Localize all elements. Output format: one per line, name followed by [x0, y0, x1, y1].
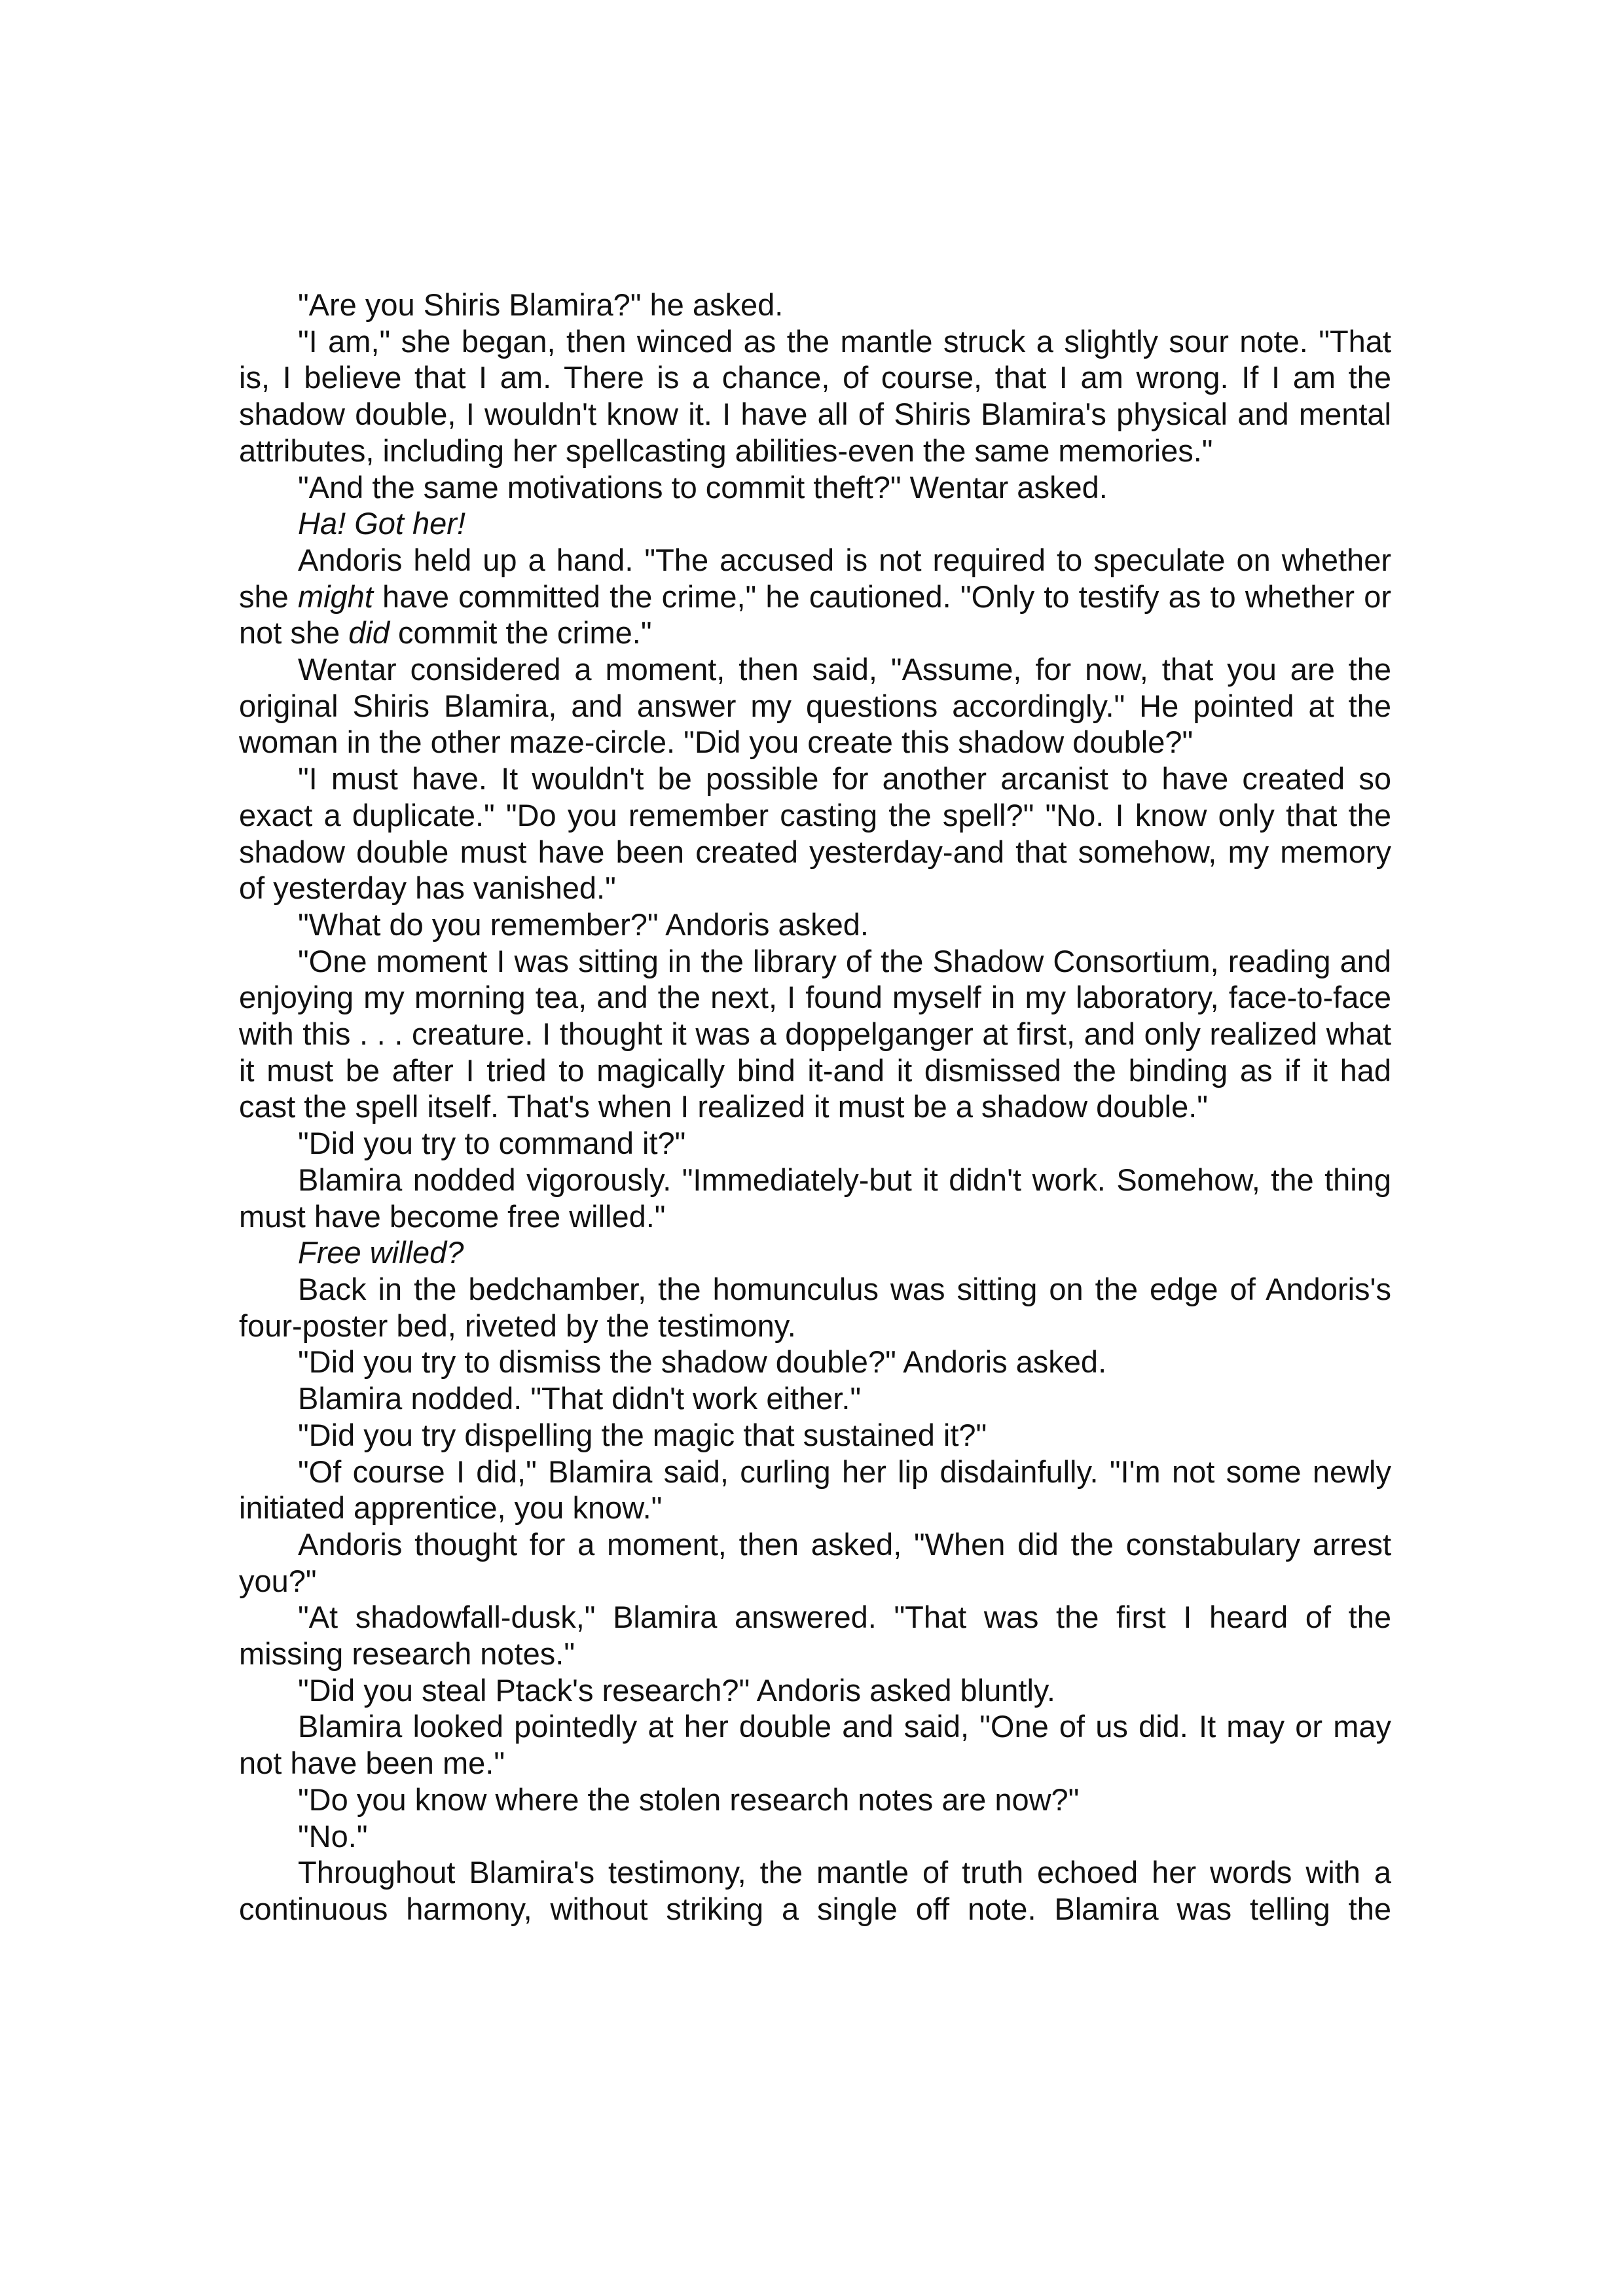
paragraph-text: Andoris thought for a moment, then asked, "When did the constabulary arrest you?"	[239, 1526, 1391, 1598]
paragraph-text: Andoris held up a hand. "The accused is not required to speculate on whether she	[239, 542, 1391, 614]
paragraph-text: "Did you try to command it?"	[298, 1126, 686, 1161]
paragraph-text: Back in the bedchamber, the homunculus was sitting on the edge of Andoris's four-poster bed, riveted by the testimony.	[239, 1271, 1391, 1343]
paragraph	[239, 1672, 1391, 1709]
italic-text: did	[348, 615, 390, 651]
paragraph-text: "Did you try to dismiss the shadow double?" Andoris asked.	[298, 1344, 1107, 1380]
paragraph	[239, 469, 1391, 506]
paragraph	[239, 1708, 1391, 1781]
paragraph-text: "Are you Shiris Blamira?" he asked.	[298, 287, 784, 322]
paragraph	[239, 287, 1391, 323]
paragraph-text: have committed the crime," he cautioned. "Only to testify as to whether or not she	[239, 579, 1391, 651]
paragraph	[239, 1599, 1391, 1672]
paragraph-text: "Did you steal Ptack's research?" Andoris asked bluntly.	[298, 1672, 1055, 1708]
paragraph-text: Blamira looked pointedly at her double and said, "One of us did. It may or may not have been me."	[239, 1709, 1391, 1781]
paragraph	[239, 906, 1391, 943]
paragraph	[239, 1854, 1391, 1927]
paragraph-text: "Did you try dispelling the magic that sustained it?"	[298, 1417, 987, 1452]
paragraph	[239, 943, 1391, 1126]
paragraph	[239, 1454, 1391, 1526]
paragraph-text: "Do you know where the stolen research notes are now?"	[298, 1782, 1080, 1817]
paragraph	[239, 651, 1391, 761]
paragraph	[239, 1344, 1391, 1380]
paragraph	[239, 1782, 1391, 1818]
paragraph-text: "I am," she began, then winced as the mantle struck a slightly sour note. "That is, I believe that I am. There is a chance, of course, that I am wrong. If I am the shadow double, I wouldn't know it. I have all of Shiris Blamira's physical and mental attributes, including her spellcasting abilities-even the same memories."	[239, 323, 1391, 468]
paragraph-text: "Of course I did," Blamira said, curling her lip disdainfully. "I'm not some newly initiated apprentice, you know."	[239, 1454, 1391, 1526]
paragraph-text: commit the crime."	[389, 615, 652, 651]
paragraph-text: "No."	[298, 1818, 368, 1854]
paragraph	[239, 1125, 1391, 1162]
paragraph	[239, 1271, 1391, 1344]
paragraph	[239, 1380, 1391, 1417]
italic-text: Free willed?	[298, 1235, 464, 1270]
paragraph	[239, 1162, 1391, 1234]
paragraph	[239, 323, 1391, 469]
paragraph-text: Throughout Blamira's testimony, the mantle of truth echoed her words with a continuous harmony, without striking a single off note. Blamira was telling the	[239, 1855, 1391, 1926]
paragraph	[239, 761, 1391, 906]
paragraph-text: "And the same motivations to commit theft?" Wentar asked.	[298, 469, 1108, 505]
paragraph-text: Blamira nodded vigorously. "Immediately-but it didn't work. Somehow, the thing must have become free willed."	[239, 1162, 1391, 1234]
paragraph	[239, 505, 1391, 542]
paragraph-text: "One moment I was sitting in the library of the Shadow Consortium, reading and enjoying my morning tea, and the next, I found myself in my laboratory, face-to-face with this . . . creature. I thought it was a doppelganger at first, and only realized what it must be after I tried to magically bind it-and it dismissed the binding as if it had cast the spell itself. That's when I realized it must be a shadow double."	[239, 943, 1391, 1124]
paragraph	[239, 1234, 1391, 1271]
paragraph-text: "At shadowfall-dusk," Blamira answered. "That was the first I heard of the missing research notes."	[239, 1600, 1391, 1672]
paragraph	[239, 1526, 1391, 1599]
italic-text: might	[297, 579, 373, 614]
paragraph-text: Blamira nodded. "That didn't work either."	[298, 1381, 862, 1416]
document-page	[239, 287, 1391, 1928]
paragraph	[239, 1818, 1391, 1855]
paragraph-text: Wentar considered a moment, then said, "Assume, for now, that you are the original Shiris Blamira, and answer my questions accordingly." He pointed at the woman in the other maze-circle. "Did you create this shadow double?"	[239, 652, 1391, 760]
paragraph	[239, 1417, 1391, 1454]
paragraph-text: "What do you remember?" Andoris asked.	[298, 906, 869, 942]
paragraph	[239, 542, 1391, 651]
italic-text: Ha! Got her!	[298, 506, 465, 541]
paragraph-text: "I must have. It wouldn't be possible for another arcanist to have created so exact a duplicate." "Do you remember casting the spell?" "No. I know only that the shadow double must have been created yesterday-and that somehow, my memory of yesterday has vanished."	[239, 761, 1391, 906]
